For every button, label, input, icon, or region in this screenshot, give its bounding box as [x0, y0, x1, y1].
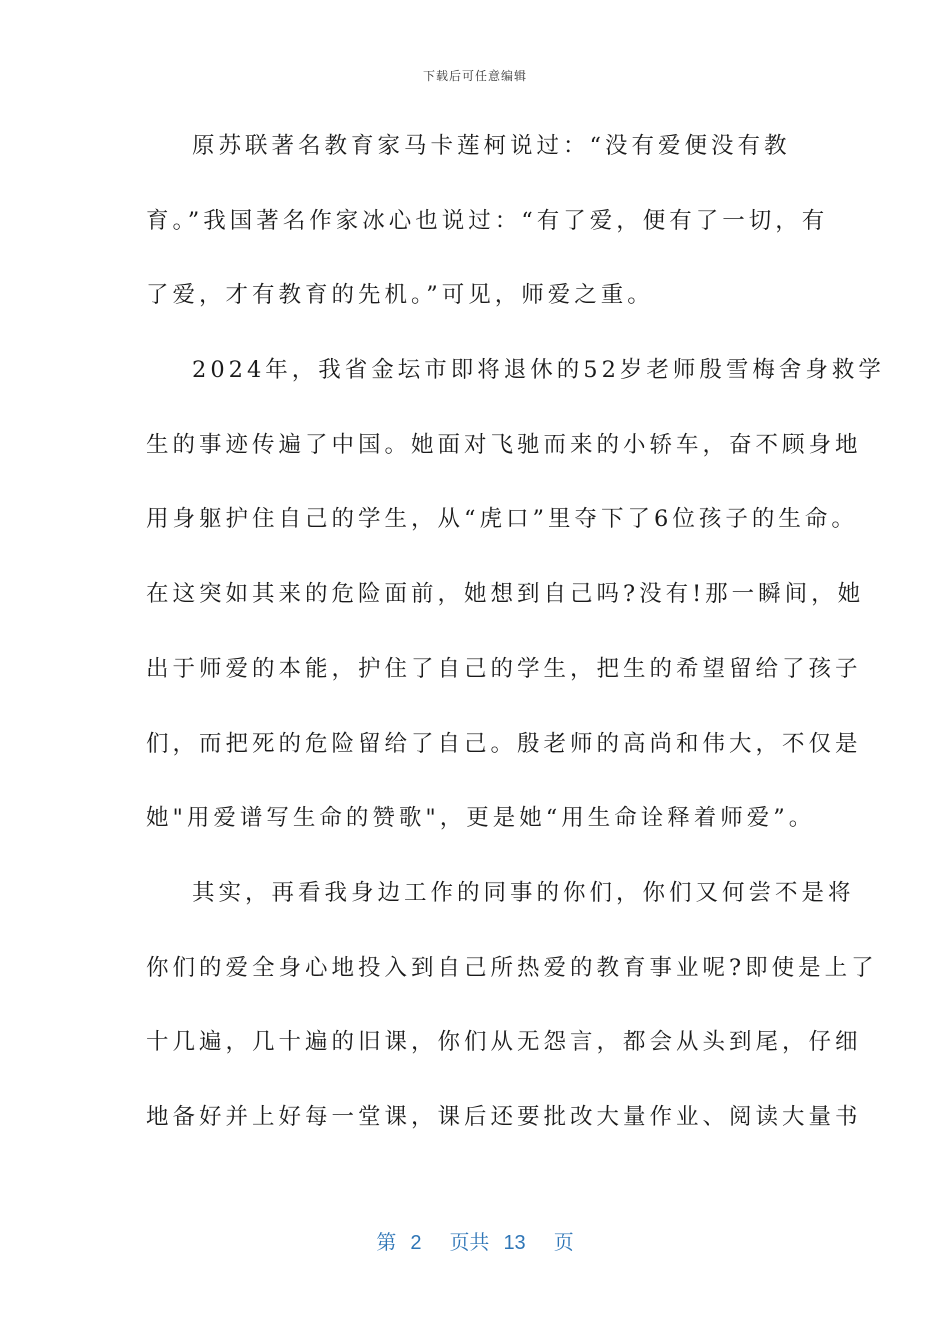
text-line: 原苏联著名教育家马卡莲柯说过：“没有爱便没有教	[192, 133, 791, 159]
text-line: 生的事迹传遍了中国。她面对飞驰而来的小轿车，奋不顾身地	[146, 431, 862, 458]
text-line: 用身躯护住自己的学生，从“虎口”里夺下了6位孩子的生命。	[146, 506, 858, 533]
document-body	[146, 128, 885, 1174]
text-line: 2024年，我省金坛市即将退休的52岁老师殷雪梅舍身救学	[192, 357, 885, 384]
footer-middle: 页共	[449, 1232, 490, 1254]
text-line: 们，而把死的危险留给了自己。殷老师的高尚和伟大，不仅是	[146, 730, 862, 757]
text-line: 地备好并上好每一堂课，课后还要批改大量作业、阅读大量书	[146, 1103, 862, 1130]
text-line: 其实，再看我身边工作的同事的你们，你们又何尝不是将	[192, 879, 855, 906]
text-line: 她"用爱谱写生命的赞歌"，更是她“用生命诠释着师爱”。	[146, 805, 816, 832]
text-line: 育。”我国著名作家冰心也说过：“有了爱，便有了一切，有	[146, 207, 829, 234]
text-line: 十几遍，几十遍的旧课，你们从无怨言，都会从头到尾，仔细	[146, 1029, 862, 1056]
text-line: 出于师爱的本能，护住了自己的学生，把生的希望留给了孩子	[146, 655, 862, 682]
footer-current-page: 2	[410, 1232, 422, 1254]
footer-prefix: 第	[376, 1232, 397, 1254]
footer-total-pages: 13	[503, 1232, 526, 1254]
text-line: 了爱，才有教育的先机。”可见，师爱之重。	[146, 282, 654, 309]
page-footer	[0, 1226, 950, 1255]
footer-suffix: 页	[553, 1232, 574, 1254]
text-line: 在这突如其来的危险面前，她想到自己吗?没有!那一瞬间，她	[146, 581, 865, 608]
text-line: 你们的爱全身心地投入到自己所热爱的教育事业呢?即使是上了	[146, 954, 878, 981]
header-note: 下载后可任意编辑	[422, 69, 527, 83]
